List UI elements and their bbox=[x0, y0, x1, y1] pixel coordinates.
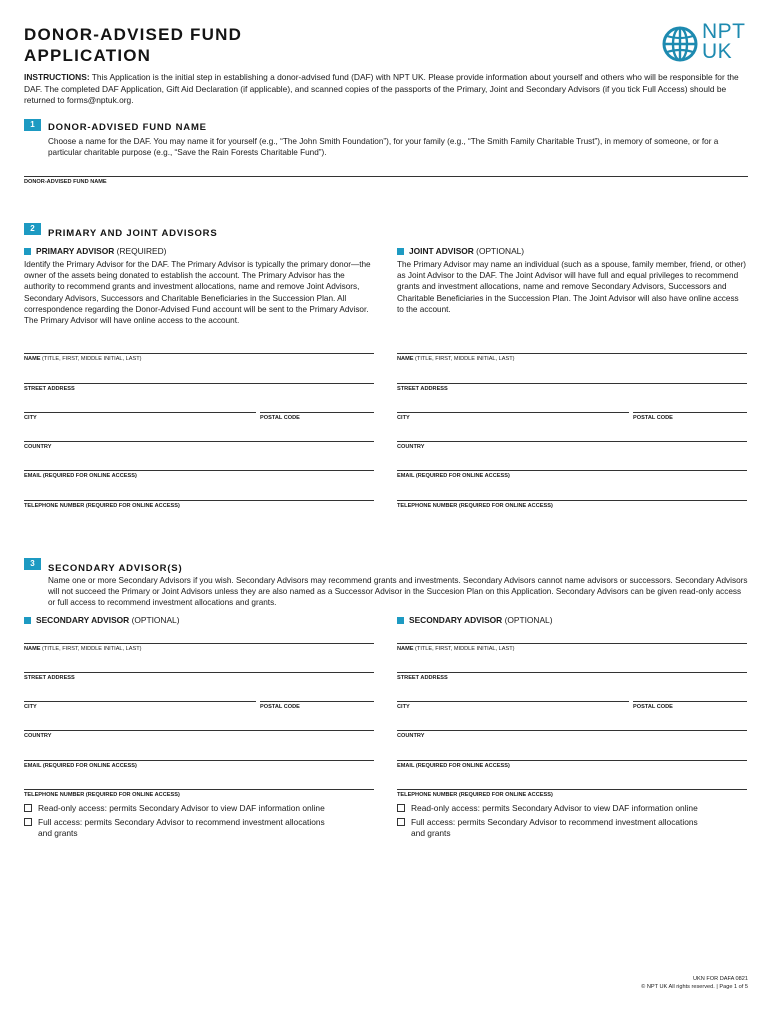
footer-copyright-line bbox=[641, 983, 748, 991]
joint-advisor-text: The Primary Advisor may name an individual (such as a spouse, family member, friend, or other) as Joint Advisor to the DAF. The Joint Advisor will have full and equal privileges to recommend grants and investment allocations, name and remove Secondary Advisors, Successors and Charitable Beneficiaries in the Succession Plan. The Joint Advisor will also have online access to the account. bbox=[397, 260, 747, 314]
daf-name-label: DONOR-ADVISED FUND NAME bbox=[24, 179, 107, 185]
secondary-advisor-heading-right: SECONDARY ADVISOR (OPTIONAL) bbox=[397, 615, 553, 625]
secondary-left-city-field[interactable]: CITY bbox=[24, 701, 256, 710]
joint-country-field[interactable]: COUNTRY bbox=[397, 441, 747, 450]
section-1-title: DONOR-ADVISED FUND NAME bbox=[48, 122, 207, 133]
page-number: | Page 1 of 5 bbox=[716, 984, 748, 990]
secondary-left-postal-field[interactable]: POSTAL CODE bbox=[260, 701, 374, 710]
bullet-square-icon bbox=[24, 617, 31, 624]
joint-name-field[interactable]: NAME (TITLE, FIRST, MIDDLE INITIAL, LAST) bbox=[397, 353, 747, 362]
joint-city-field[interactable]: CITY bbox=[397, 412, 629, 421]
right-readonly-checkbox[interactable]: Read-only access: permits Secondary Advisor to view DAF information online bbox=[397, 803, 747, 814]
section-3-text: Name one or more Secondary Advisors if you wish. Secondary Advisors may recommend grants and investments. Secondary Advisors cannot name advisors or successors. Secondary Advisors will not succeed the Primary or Joint Advisors unless they are also named as a Successor Advisor in the Succesion Plan on this Application. Secondary Advisors can be given read-only access or full access to recommend investment allocations and grants. bbox=[48, 576, 748, 608]
form-title-line2: APPLICATION bbox=[24, 46, 152, 65]
section-1-text: Choose a name for the DAF. You may name it for yourself (e.g., “The John Smith Foundation”), for your family (e.g., “The Smith Family Charitable Trust”), in memory of someone, or for a particular charitable purpose (e.g., “Save the Rain Forests Charitable Fund”). bbox=[48, 137, 719, 158]
bullet-square-icon bbox=[24, 248, 31, 255]
secondary-left-country-field[interactable]: COUNTRY bbox=[24, 730, 374, 739]
globe-icon bbox=[662, 26, 698, 62]
form-title-line1: DONOR-ADVISED FUND bbox=[24, 25, 243, 44]
instructions-text: This Application is the initial step in establishing a donor-advised fund (DAF) with NPT UK. Please provide information about yourself and others who will be responsible for the DAF. The completed DAF Application, Gift Aid Declaration (if applicable), and scanned copies of the passports of the Primary, Joint and Secondary Advisors (if you tick Full Access) should be returned to forms@nptuk.org. bbox=[24, 72, 739, 106]
section-1-number: 1 bbox=[24, 119, 41, 131]
checkbox-icon[interactable] bbox=[24, 818, 32, 826]
secondary-right-street-field[interactable]: STREET ADDRESS bbox=[397, 672, 747, 681]
daf-name-field[interactable] bbox=[24, 176, 748, 185]
secondary-advisor-heading-left: SECONDARY ADVISOR (OPTIONAL) bbox=[24, 615, 180, 625]
secondary-left-street-field[interactable]: STREET ADDRESS bbox=[24, 672, 374, 681]
page-footer bbox=[641, 975, 748, 991]
bullet-square-icon bbox=[397, 617, 404, 624]
secondary-left-phone-field[interactable]: TELEPHONE NUMBER (REQUIRED FOR ONLINE ACCESS) bbox=[24, 789, 374, 798]
left-readonly-checkbox[interactable]: Read-only access: permits Secondary Advisor to view DAF information online bbox=[24, 803, 374, 814]
secondary-right-city-field[interactable]: CITY bbox=[397, 701, 629, 710]
secondary-right-email-field[interactable]: EMAIL (REQUIRED FOR ONLINE ACCESS) bbox=[397, 760, 747, 769]
section-3-number: 3 bbox=[24, 558, 41, 570]
instructions-label: INSTRUCTIONS: bbox=[24, 72, 90, 82]
primary-name-field[interactable]: NAME (TITLE, FIRST, MIDDLE INITIAL, LAST) bbox=[24, 353, 374, 362]
logo-line1: NPT bbox=[702, 20, 746, 43]
primary-advisor-heading: PRIMARY ADVISOR (REQUIRED) bbox=[24, 246, 166, 256]
secondary-right-postal-field[interactable]: POSTAL CODE bbox=[633, 701, 747, 710]
logo-wordmark bbox=[702, 22, 746, 62]
section-2-number: 2 bbox=[24, 223, 41, 235]
left-full-access-checkbox[interactable]: Full access: permits Secondary Advisor to recommend investment allocations and grants bbox=[24, 817, 334, 838]
copyright: © NPT UK All rights reserved. bbox=[641, 984, 715, 990]
bullet-square-icon bbox=[397, 248, 404, 255]
checkbox-icon[interactable] bbox=[397, 818, 405, 826]
form-title bbox=[24, 24, 242, 66]
primary-postal-field[interactable]: POSTAL CODE bbox=[260, 412, 374, 421]
primary-country-field[interactable]: COUNTRY bbox=[24, 441, 374, 450]
primary-street-field[interactable]: STREET ADDRESS bbox=[24, 383, 374, 392]
secondary-right-phone-field[interactable]: TELEPHONE NUMBER (REQUIRED FOR ONLINE ACCESS) bbox=[397, 789, 747, 798]
primary-city-field[interactable]: CITY bbox=[24, 412, 256, 421]
primary-advisor-text: Identify the Primary Advisor for the DAF. The Primary Advisor is typically the primary donor—the owner of the assets being donated to establish the account. The Primary Advisor has the authority to recommend grants and investment allocations, name and remove Joint Advisors, Secondary Advisors, Successors and Charitable Beneficiaries in the Succession Plan. All correspondence regarding the Donor-Advised Fund account will be sent to the Primary Advisor. The Primary Advisor will have online access to the account. bbox=[24, 260, 371, 326]
secondary-right-name-field[interactable]: NAME (TITLE, FIRST, MIDDLE INITIAL, LAST) bbox=[397, 643, 747, 652]
checkbox-icon[interactable] bbox=[24, 804, 32, 812]
npt-uk-logo bbox=[662, 22, 750, 66]
secondary-left-email-field[interactable]: EMAIL (REQUIRED FOR ONLINE ACCESS) bbox=[24, 760, 374, 769]
section-3-title: SECONDARY ADVISOR(S) bbox=[48, 563, 183, 574]
form-code: UKN FOR DAFA 0821 bbox=[692, 976, 748, 982]
primary-email-field[interactable]: EMAIL (REQUIRED FOR ONLINE ACCESS) bbox=[24, 470, 374, 479]
joint-street-field[interactable]: STREET ADDRESS bbox=[397, 383, 747, 392]
joint-phone-field[interactable]: TELEPHONE NUMBER (REQUIRED FOR ONLINE ACCESS) bbox=[397, 500, 747, 509]
checkbox-icon[interactable] bbox=[397, 804, 405, 812]
joint-advisor-heading: JOINT ADVISOR (OPTIONAL) bbox=[397, 246, 524, 256]
logo-line2: UK bbox=[702, 40, 733, 63]
right-full-access-checkbox[interactable]: Full access: permits Secondary Advisor to recommend investment allocations and grants bbox=[397, 817, 707, 838]
section-2-title: PRIMARY AND JOINT ADVISORS bbox=[48, 228, 218, 239]
primary-phone-field[interactable]: TELEPHONE NUMBER (REQUIRED FOR ONLINE ACCESS) bbox=[24, 500, 374, 509]
secondary-left-name-field[interactable]: NAME (TITLE, FIRST, MIDDLE INITIAL, LAST) bbox=[24, 643, 374, 652]
joint-postal-field[interactable]: POSTAL CODE bbox=[633, 412, 747, 421]
joint-email-field[interactable]: EMAIL (REQUIRED FOR ONLINE ACCESS) bbox=[397, 470, 747, 479]
instructions bbox=[24, 72, 740, 107]
secondary-right-country-field[interactable]: COUNTRY bbox=[397, 730, 747, 739]
